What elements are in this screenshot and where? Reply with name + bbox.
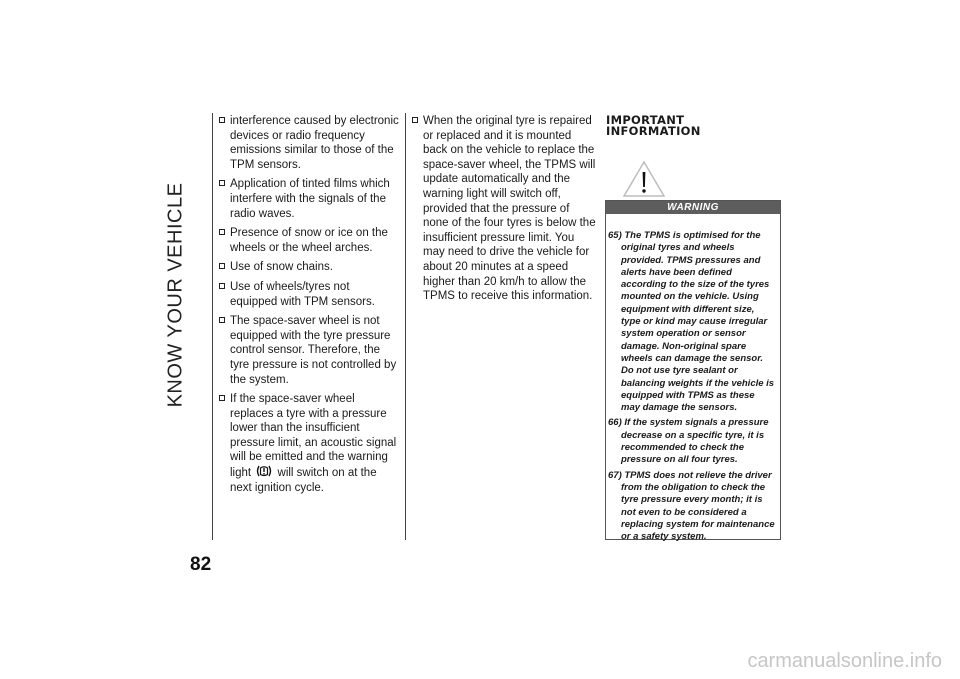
important-information-heading: IMPORTANT INFORMATION <box>606 113 701 138</box>
warning-title: WARNING <box>606 201 780 214</box>
page-number: 82 <box>190 554 212 575</box>
column-divider-left <box>212 113 213 540</box>
list-item <box>219 392 400 495</box>
list-item-text: If the space-saver wheel replaces a tyre with a pressure lower than the insufficient pressure limit, an acoustic signal will be emitted and the warning light <box>230 393 397 480</box>
warning-note: 65) The TPMS is optimised for the original tyres and wheels provided. TPMS pressures and alerts have been defined according to the size of the tyres mounted on the vehicle. Using equipment with different size, type or kind may cause irregular system operation or sensor damage. Non-original spare wheels can damage the sensor. Do not use tyre sealant or balancing weights if the vehicle is equipped with TPMS as these may damage the sensors. <box>608 230 775 414</box>
column-divider-middle <box>405 113 406 540</box>
column-2 <box>412 114 598 309</box>
warning-note: 66) If the system signals a pressure decrease on a specific tyre, it is recommended to check the pressure on all four tyres. <box>608 417 769 466</box>
watermark: carmanualsonline.info <box>747 650 942 672</box>
column-2-list <box>412 114 598 304</box>
warning-body <box>606 214 780 543</box>
list-item: Application of tinted films which interfere with the signals of the radio waves. <box>219 177 400 221</box>
warning-box <box>605 200 781 543</box>
section-title: KNOW YOUR VEHICLE <box>164 182 187 408</box>
warning-triangle-icon <box>622 160 666 198</box>
list-item: interference caused by electronic devices or radio frequency emissions similar to those of the TPM sensors. <box>219 114 400 172</box>
list-item: The space-saver wheel is not equipped with the tyre pressure control sensor. Therefore, the tyre pressure is not controlled by the system. <box>219 314 400 387</box>
warning-note: 67) TPMS does not relieve the driver from the obligation to check the tyre pressure every month; it is not even to be considered a replacing system for maintenance or a safety system. <box>608 469 775 543</box>
tpms-warning-light-icon <box>256 465 272 477</box>
list-item: Presence of snow or ice on the wheels or the wheel arches. <box>219 226 400 255</box>
list-item-text: will switch on at the next ignition cycle. <box>230 467 377 494</box>
column-1 <box>219 114 400 500</box>
list-item: Use of snow chains. <box>219 260 400 275</box>
column-1-list <box>219 114 400 495</box>
list-item: Use of wheels/tyres not equipped with TPM sensors. <box>219 280 400 309</box>
list-item: When the original tyre is repaired or replaced and it is mounted back on the vehicle to replace the space-saver wheel, the TPMS will update automatically and the warning light will switch off, provided that the pressure of none of the four tyres is below the insufficient pressure limit. You may need to drive the vehicle for about 20 minutes at a speed higher than 20 km/h to allow the TPMS to receive this information. <box>412 114 598 304</box>
